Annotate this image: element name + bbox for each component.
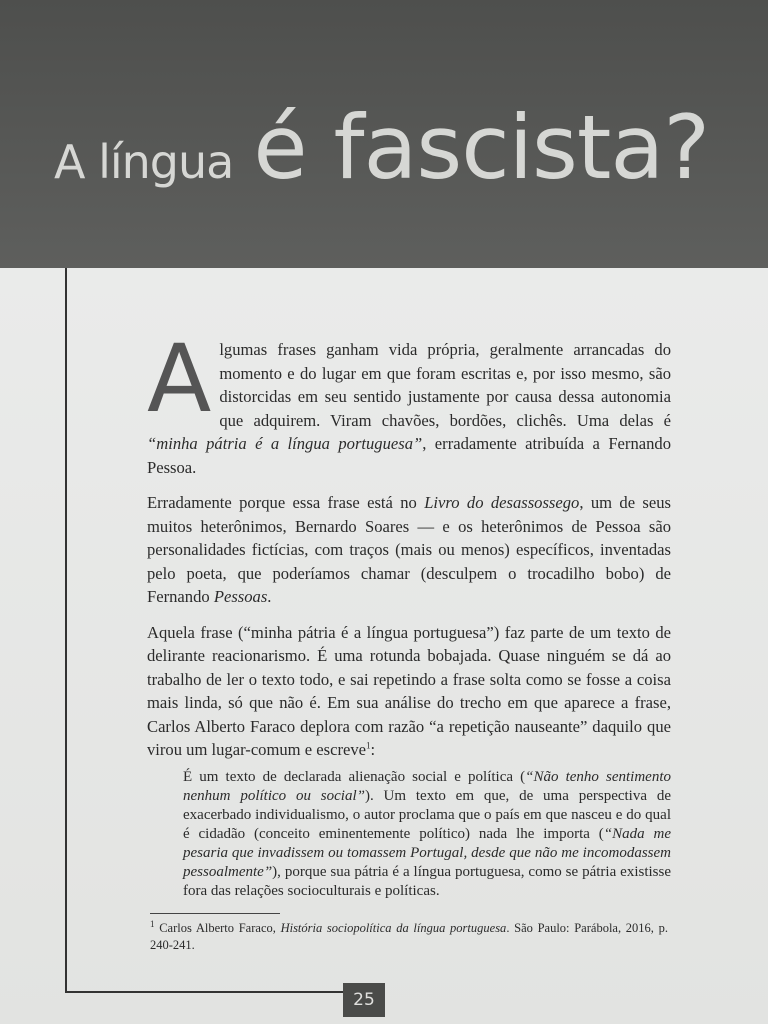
p1-text-a: lgumas frases ganham vida própria, geralmente arrancadas do momento e do lugar em que foram escritas e, por isso mesmo, são distorcidas em seu sentido justamente por causa dessa autonomia que adquirem. Viram chavões, bordões, clichês. Uma delas é (219, 340, 671, 430)
quote-italic-1: “Não tenho sentimento nenhum político ou social” (183, 768, 671, 804)
paragraph-2 (147, 491, 671, 609)
paragraph-3 (147, 621, 671, 762)
p2-text-a: Erradamente porque essa frase está no (147, 493, 425, 512)
footnote-book-title: História sociopolítica da língua portuguesa (280, 921, 507, 935)
footnote (150, 920, 668, 954)
title-part-2: é fascista? (253, 96, 710, 199)
p3-text-a: Aquela frase (“minha pátria é a língua portuguesa”) faz parte de um texto de delirante reacionarismo. É uma rotunda bobajada. Quase ninguém se dá ao trabalho de ler o texto todo, e sai repetindo a frase solta como se fosse a coisa mais linda, só que não é. Em sua análise do trecho em que aparece a frase, Carlos Alberto Faraco deplora com razão “a repetição nauseante” daquilo que virou um lugar-comum e escreve (147, 622, 671, 759)
p2-text-b: , um de seus muitos heterônimos, Bernardo Soares — e os heterônimos de Pessoa são personalidades fictícias, com traços (mais ou menos) específicos, inventadas pelo poeta, que poderíamos chamar (desculpem o trocadilho bobo) de Fernando (147, 493, 671, 606)
chapter-title (54, 96, 709, 199)
footnote-ref: 1 (366, 740, 371, 751)
page-number: 25 (343, 983, 385, 1017)
p2-pun: Pessoas (213, 587, 268, 606)
quote-italic-2: “Nada me pesaria que invadissem ou tomassem Portugal, desde que não me incomodassem pessoalmente” (183, 825, 672, 880)
p3-text-b: : (370, 740, 376, 759)
quote-text-b: ). Um texto em que, de uma perspectiva de exacerbado individualismo, o autor proclama que o país em que nasceu e do qual é cidadão (conceito eminentemente político) nada lhe importa ( (183, 787, 671, 842)
title-part-1: A língua (54, 135, 234, 189)
footnote-rule (150, 913, 280, 914)
footnote-text-a: Carlos Alberto Faraco, (154, 921, 281, 935)
frame-vertical-rule (65, 268, 67, 992)
article-text (147, 325, 672, 915)
quote-text-a: É um texto de declarada alienação social e política ( (183, 768, 526, 785)
footnote-marker: 1 (150, 918, 155, 929)
footnote-text-b: . São Paulo: Parábola, 2016, p. 240-241. (150, 921, 668, 952)
p2-book-title: Livro do desassossego (424, 493, 580, 512)
paragraph-1 (147, 325, 671, 479)
block-quote (183, 768, 671, 901)
p1-text-b: , erradamente atribuída a Fernando Pessoa. (147, 434, 671, 477)
drop-cap: A (147, 325, 212, 434)
frame-horizontal-rule (65, 991, 343, 993)
p1-quote: “minha pátria é a língua portuguesa” (147, 434, 423, 453)
p2-text-c: . (267, 587, 272, 606)
quote-text-c: ), porque sua pátria é a língua portuguesa, como se pátria existisse fora das relações socioculturais e políticas. (183, 863, 671, 899)
